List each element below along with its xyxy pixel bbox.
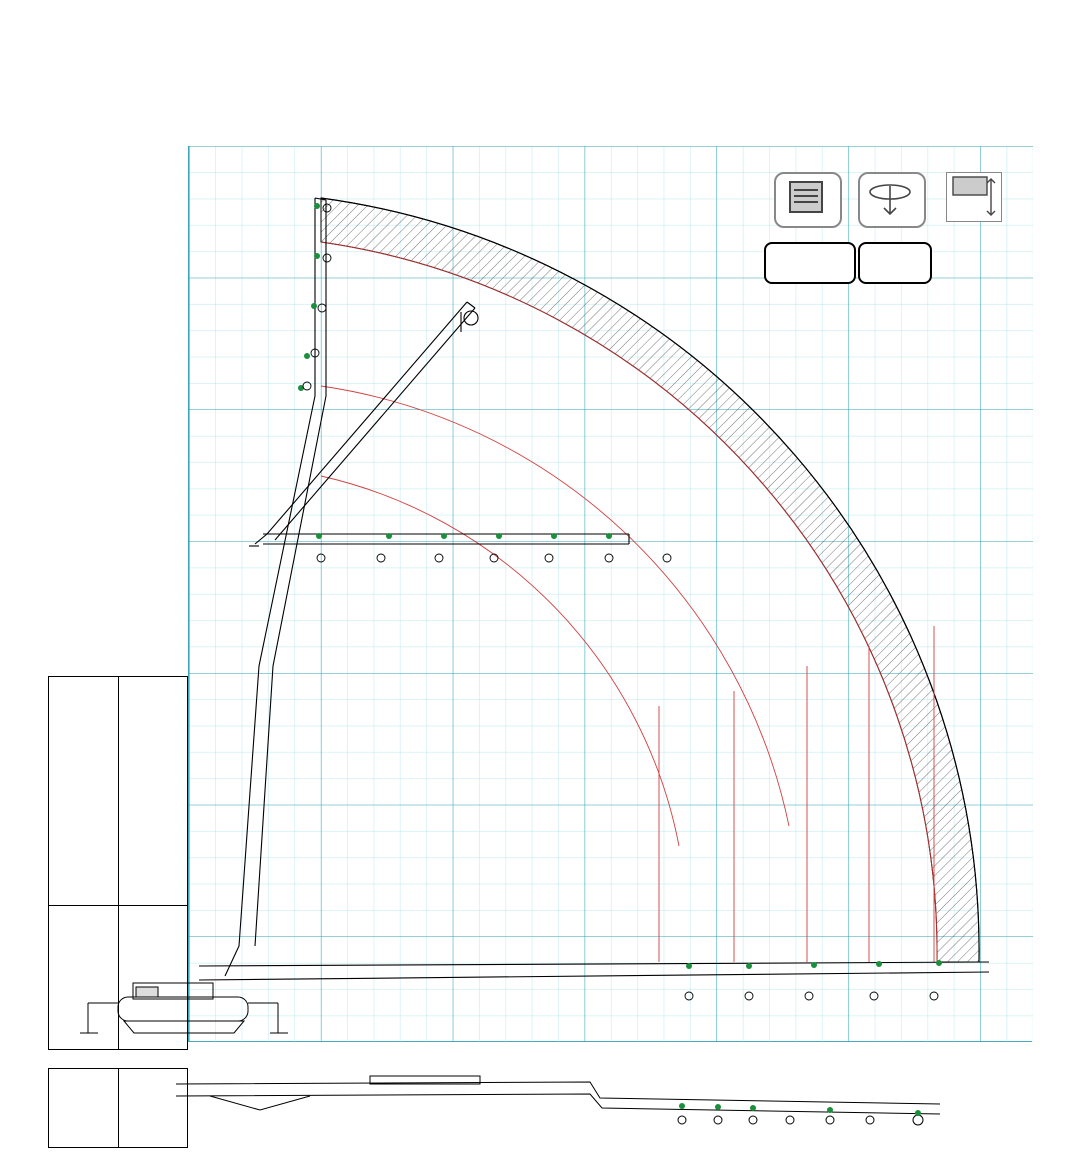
stability-table-k5 <box>48 676 188 1050</box>
rotation-icon <box>858 172 926 228</box>
stability-table-k4 <box>48 1068 188 1148</box>
counterweight-icon <box>774 172 842 228</box>
k4-boom-diagram <box>170 1070 960 1132</box>
capacity-badge <box>764 242 856 284</box>
height-icon <box>946 172 1002 222</box>
rotation-badge <box>858 242 932 284</box>
